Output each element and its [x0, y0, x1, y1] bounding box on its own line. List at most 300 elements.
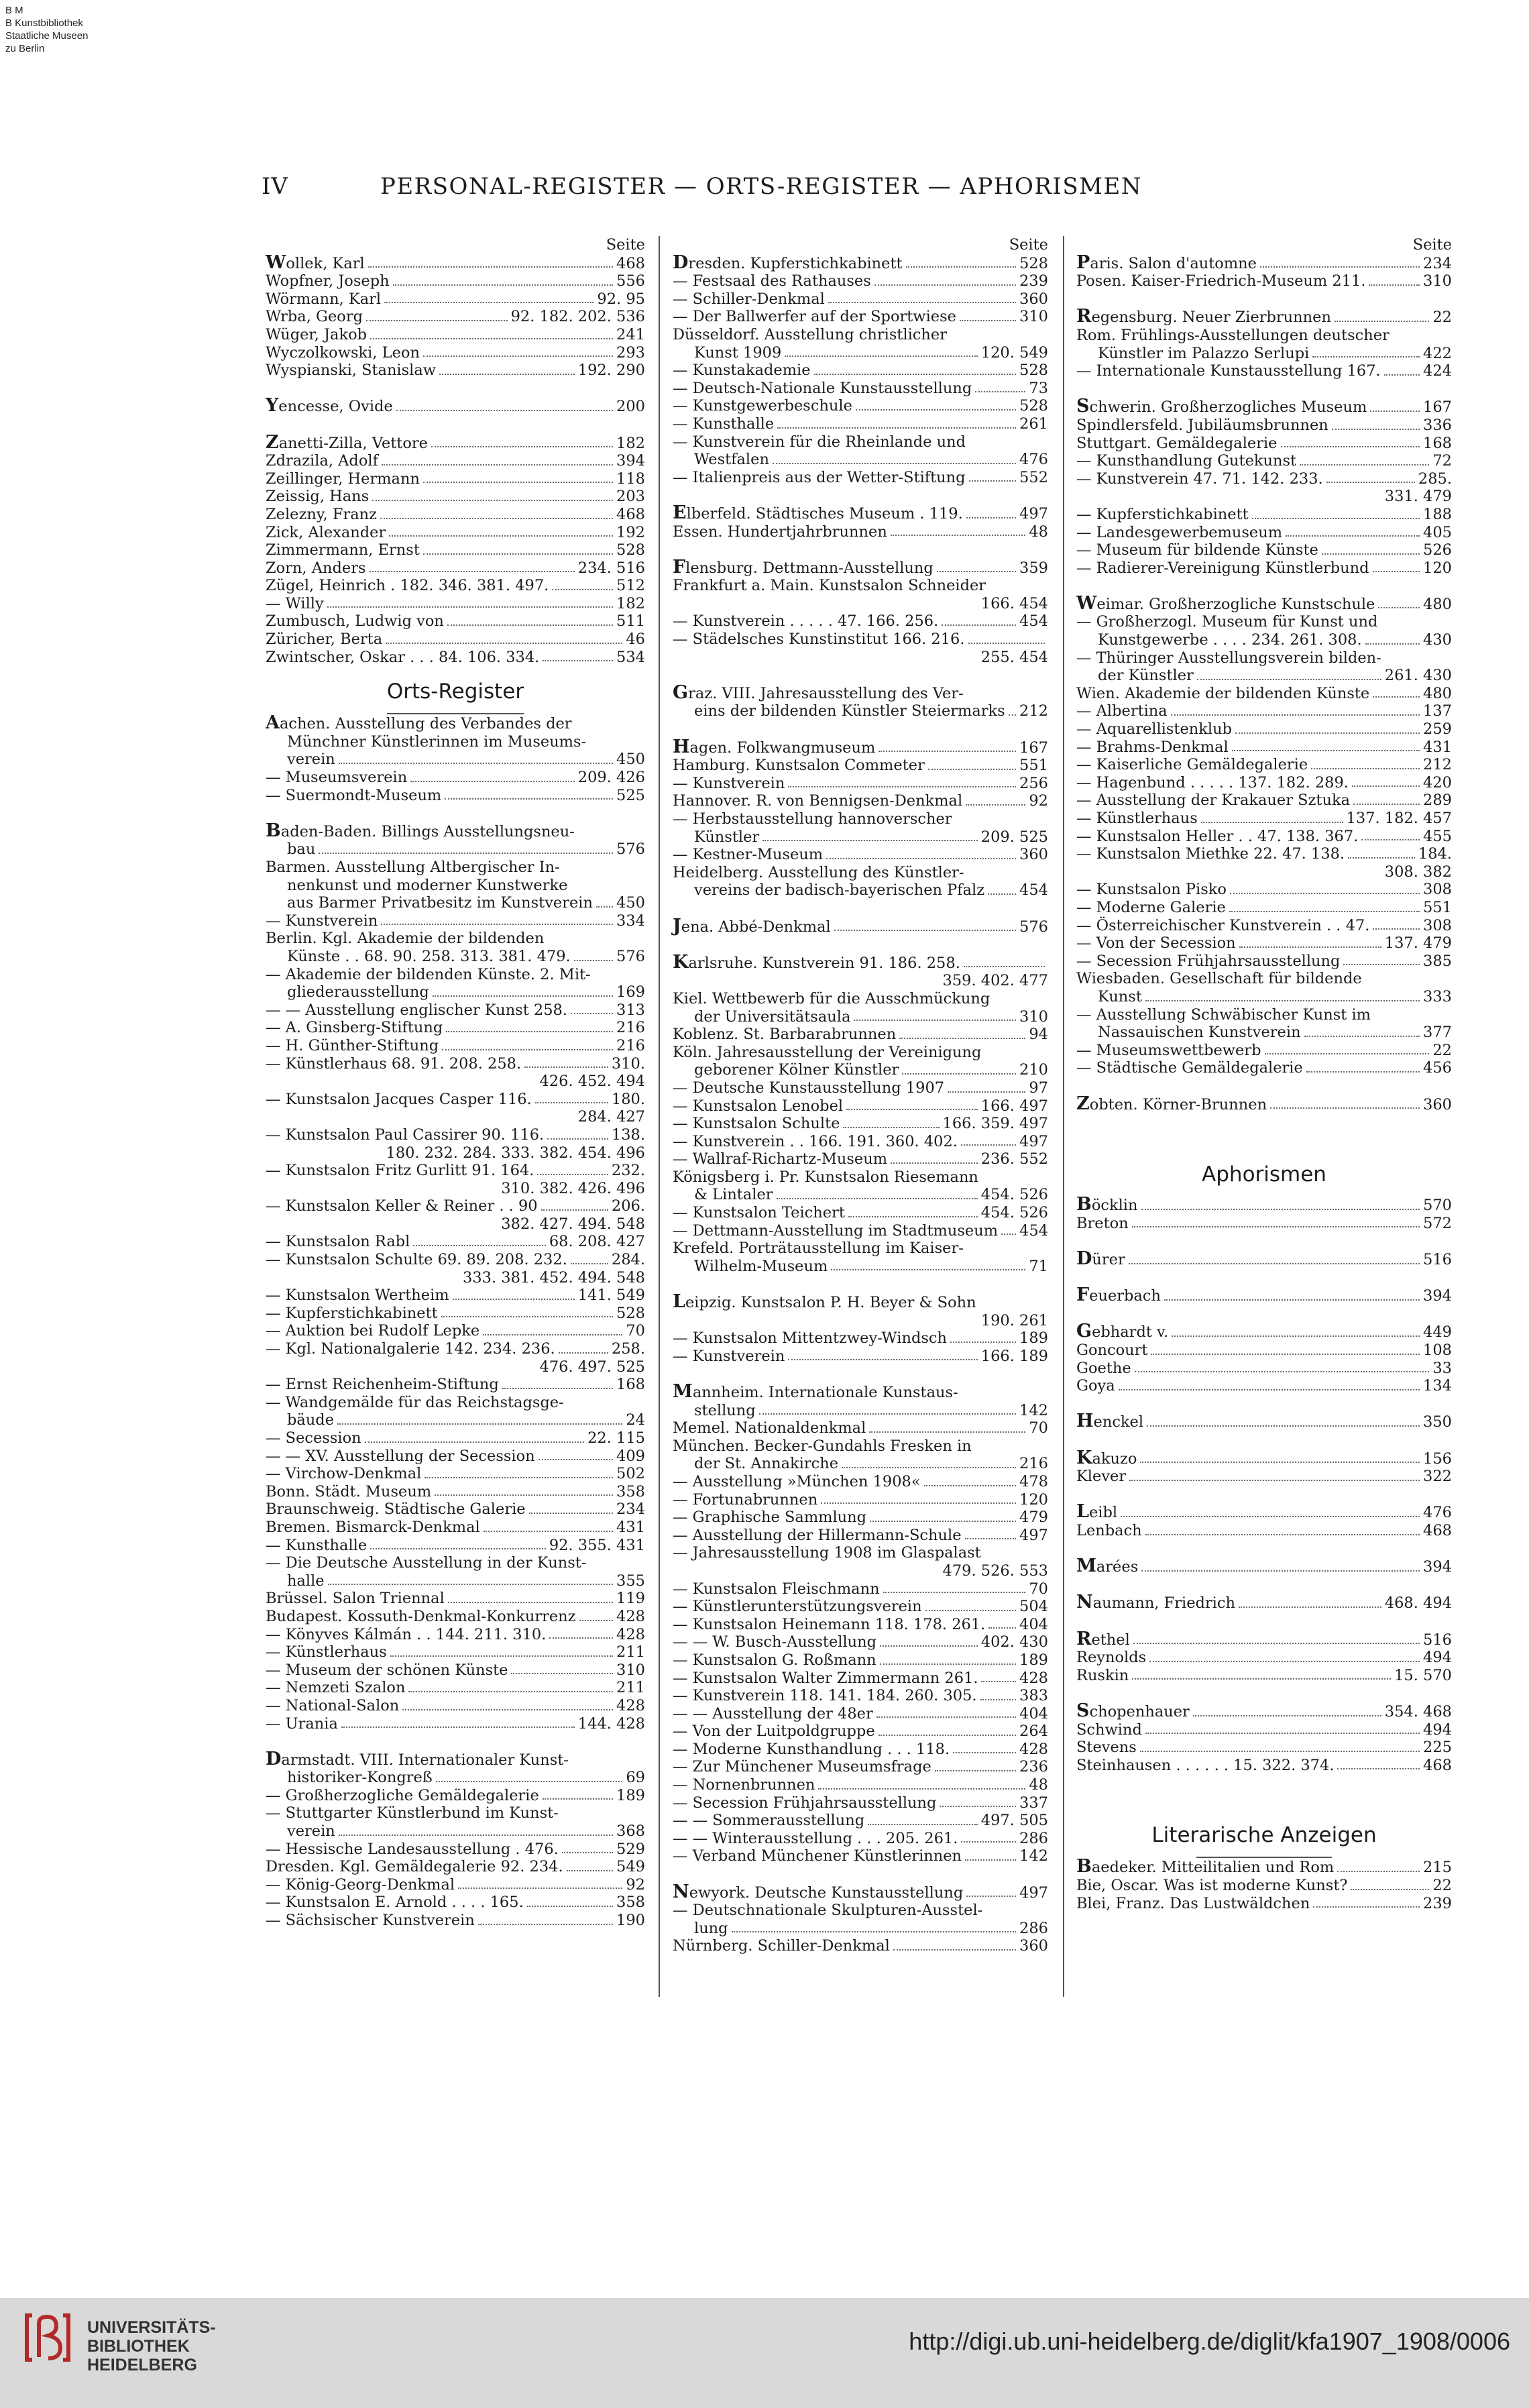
- section-heading: Literarische Anzeigen: [1151, 1823, 1377, 1848]
- initial-letter: Z: [1076, 1093, 1090, 1114]
- page-ref: 424: [1423, 362, 1452, 380]
- dot-leader: [571, 1263, 608, 1264]
- index-entry: [673, 846, 1048, 864]
- dot-leader: [1335, 321, 1429, 322]
- index-entry: [266, 1894, 645, 1912]
- index-entry: [673, 951, 1048, 973]
- entry-name: Kunstgewerbe . . . . 234. 261. 308.: [1098, 631, 1362, 649]
- spacer: [1076, 1486, 1452, 1504]
- entry-name: Elberfeld. Städtisches Museum . 119.: [673, 502, 963, 523]
- dot-leader: [1370, 411, 1420, 412]
- dot-leader: [788, 1359, 977, 1360]
- index-entry: [673, 702, 1048, 720]
- entry-name: Künstler im Palazzo Serlupi: [1098, 344, 1310, 362]
- entry-name: Zanetti-Zilla, Vettore: [266, 431, 428, 453]
- entry-name: Künstler: [694, 828, 760, 846]
- index-entry: [1076, 1342, 1452, 1360]
- index-entry: [266, 559, 645, 578]
- index-entry: [266, 326, 645, 344]
- dot-leader: [821, 1502, 1016, 1504]
- page-ref: 48: [1029, 523, 1048, 541]
- page-ref: 69: [626, 1769, 645, 1787]
- dot-leader: [759, 1413, 1016, 1415]
- page-ref: 166. 359. 497: [942, 1115, 1048, 1133]
- entry-name: Wyczolkowski, Leon: [266, 343, 420, 362]
- entry-name: — Secession: [266, 1429, 361, 1447]
- page-header: [262, 173, 1261, 207]
- index-entry: [266, 431, 645, 453]
- dot-leader: [339, 763, 613, 764]
- dot-leader: [1140, 1751, 1420, 1752]
- dot-leader: [483, 1334, 622, 1335]
- entry-name: — Deutsch-Nationale Kunstausstellung: [673, 379, 972, 397]
- page-ref: 137: [1423, 702, 1452, 720]
- index-line: Düsseldorf. Ausstellung christlicher: [673, 325, 947, 343]
- index-line: nenkunst und moderner Kunstwerke: [287, 876, 568, 894]
- page-ref: 94: [1029, 1026, 1048, 1044]
- entry-name: Weimar. Großherzogliche Kunstschule: [1076, 592, 1375, 614]
- entry-name: — Kunsthandlung Gutekunst: [1076, 452, 1297, 470]
- index-line: Münchner Künstlerinnen im Museums-: [287, 732, 587, 751]
- page-ref: 97: [1029, 1079, 1048, 1097]
- index-entry: [673, 775, 1048, 793]
- spacer: [1076, 1132, 1452, 1150]
- index-entry: [673, 738, 1048, 757]
- entry-name: der Universitätsaula: [694, 1007, 851, 1026]
- page-ref: 450: [616, 894, 645, 912]
- page-ref: 72: [1432, 452, 1452, 470]
- entry-name: Nassauischen Kunstverein: [1098, 1024, 1301, 1042]
- index-entry: [266, 1447, 645, 1466]
- page-ref: 141. 549: [577, 1287, 645, 1305]
- page-ref: 232.: [611, 1162, 645, 1180]
- entry-name: — Ausstellung der Hillermann-Schule: [673, 1526, 962, 1544]
- dot-leader: [413, 1245, 546, 1246]
- spacer: [673, 936, 1048, 954]
- dot-leader: [389, 535, 613, 537]
- stamp-line: B M: [5, 5, 23, 16]
- page-ref: 188: [1423, 505, 1452, 523]
- page-ref: 511: [616, 612, 645, 631]
- dot-leader: [524, 1066, 608, 1068]
- index-entry: [1076, 1059, 1452, 1077]
- initial-letter: R: [1076, 1628, 1092, 1649]
- entry-name: — Verband Münchener Künstlerinnen: [673, 1847, 962, 1865]
- index-entry: [1076, 702, 1452, 720]
- page-ref: 138.: [611, 1126, 645, 1144]
- dot-leader: [879, 751, 1016, 752]
- dot-leader: [868, 1824, 978, 1825]
- entry-name: — Kunstsalon Fritz Gurlitt 91. 164.: [266, 1162, 534, 1180]
- page-ref: 120: [1019, 1490, 1048, 1509]
- index-continuation: 479. 526. 553: [942, 1562, 1048, 1580]
- entry-name: Jena. Abbé-Denkmal: [673, 915, 831, 936]
- index-entry: [266, 787, 645, 805]
- page-ref: 534: [616, 648, 645, 666]
- spacer: [1076, 380, 1452, 398]
- page-ref: 456: [1423, 1059, 1452, 1077]
- index-entry: [266, 362, 645, 380]
- spacer: [673, 1365, 1048, 1383]
- entry-name: — Kunstverein: [673, 1347, 785, 1365]
- dot-leader: [814, 374, 1016, 375]
- index-entry: [673, 828, 1048, 846]
- page-ref: 24: [626, 1411, 645, 1429]
- initial-letter: N: [673, 1881, 689, 1902]
- initial-letter: H: [1076, 1411, 1094, 1432]
- dot-leader: [891, 1162, 978, 1164]
- entry-name: Künste . . 68. 90. 258. 313. 381. 479.: [287, 947, 571, 965]
- entry-name: — Kunstsalon Pisko: [1076, 881, 1227, 899]
- index-entry: [1076, 1377, 1452, 1395]
- dot-leader: [571, 1013, 613, 1014]
- entry-name: — Kunstverein . . . . . 47. 166. 256.: [673, 612, 939, 631]
- index-continuation: 426. 452. 494: [539, 1073, 645, 1091]
- index-entry: [266, 1055, 645, 1073]
- dot-leader: [961, 1144, 1016, 1146]
- dot-leader: [431, 446, 613, 447]
- initial-letter: B: [1076, 1194, 1092, 1215]
- index-entry: [266, 1643, 645, 1661]
- spacer: [1076, 1113, 1452, 1132]
- dot-leader: [1193, 1715, 1381, 1716]
- page-ref: 182: [616, 434, 645, 452]
- dot-leader: [834, 930, 1016, 931]
- dot-leader: [1265, 1053, 1430, 1054]
- index-entry: [1076, 1858, 1452, 1877]
- page-ref: 308: [1423, 916, 1452, 934]
- entry-name: — Städtische Gemäldegalerie: [1076, 1059, 1303, 1077]
- dot-leader: [880, 1663, 1016, 1665]
- dot-leader: [410, 781, 575, 782]
- entry-name: Newyork. Deutsche Kunstausstellung: [673, 1881, 964, 1902]
- dot-leader: [940, 1806, 1016, 1807]
- page-number: IV: [262, 173, 288, 200]
- index-entry: [266, 1162, 645, 1180]
- column-divider: [659, 236, 660, 1997]
- dot-leader: [880, 1645, 978, 1647]
- index-entry: [673, 1008, 1048, 1026]
- index-entry: [673, 1758, 1048, 1776]
- index-entry: [673, 1920, 1048, 1938]
- index-entry: [673, 469, 1048, 487]
- dot-leader: [390, 1655, 613, 1657]
- spacer: [1076, 577, 1452, 595]
- page-ref: 322: [1423, 1468, 1452, 1486]
- column-divider: [1063, 236, 1064, 1997]
- index-line: Rom. Frühlings-Ausstellungen deutscher: [1076, 326, 1390, 344]
- entry-name: Wyspianski, Stanislaw: [266, 362, 437, 380]
- index-entry: [1076, 738, 1452, 757]
- page-ref: 504: [1019, 1598, 1048, 1616]
- index-line: — Jahresausstellung 1908 im Glaspalast: [673, 1544, 981, 1562]
- page-ref: 182: [616, 594, 645, 612]
- index-entry: [673, 1419, 1048, 1437]
- page-ref: 70: [1029, 1419, 1048, 1437]
- page-ref: 225: [1423, 1739, 1452, 1757]
- dot-leader: [1133, 1643, 1420, 1644]
- entry-name: — Kunstsalon Rabl: [266, 1233, 410, 1251]
- index-line: Köln. Jahresausstellung der Vereinigung: [673, 1043, 982, 1061]
- page-ref: 494: [1423, 1720, 1452, 1739]
- page-ref: 286: [1019, 1829, 1048, 1847]
- page-ref: 512: [616, 577, 645, 595]
- entry-name: Budapest. Kossuth-Denkmal-Konkurrenz: [266, 1607, 576, 1625]
- page-ref: 549: [616, 1858, 645, 1876]
- index-line: Leipzig. Kunstsalon P. H. Beyer & Sohn: [673, 1291, 976, 1313]
- seite-label: Seite: [1009, 236, 1048, 254]
- dot-leader: [1384, 374, 1420, 376]
- index-entry: [1076, 917, 1452, 935]
- page-ref: 552: [1019, 468, 1048, 486]
- page-ref: 422: [1423, 344, 1452, 362]
- section-heading: Aphorismen: [1202, 1162, 1326, 1187]
- page-ref: 189: [1019, 1329, 1048, 1348]
- initial-letter: B: [1076, 1856, 1092, 1877]
- dot-leader: [341, 1727, 575, 1728]
- dot-leader: [547, 1138, 608, 1140]
- index-entry: [673, 344, 1048, 362]
- index-entry: [1076, 720, 1452, 738]
- index-entry: [266, 1822, 645, 1841]
- entry-name: — Urania: [266, 1714, 338, 1733]
- page-ref: 212: [1423, 756, 1452, 774]
- digital-copy-link[interactable]: http://digi.ub.uni-heidelberg.de/diglit/kfa1907_1908/0006: [909, 2328, 1510, 2355]
- entry-name: Flensburg. Dettmann-Ausstellung: [673, 556, 933, 578]
- page-ref: 468: [1423, 1756, 1452, 1774]
- page-ref: 468: [616, 505, 645, 523]
- entry-name: Koblenz. St. Barbarabrunnen: [673, 1026, 897, 1044]
- spacer: [673, 720, 1048, 738]
- dot-leader: [891, 535, 1026, 536]
- entry-name: — Willy: [266, 594, 324, 612]
- index-entry: [266, 1251, 645, 1269]
- entry-name: historiker-Kongreß: [287, 1769, 433, 1787]
- page-ref: 33: [1432, 1359, 1452, 1377]
- index-entry: [1076, 952, 1452, 971]
- dot-leader: [1361, 839, 1420, 840]
- entry-name: — Landesgewerbemuseum: [1076, 523, 1283, 541]
- dot-leader: [1373, 571, 1420, 572]
- entry-name: — Hessische Landesausstellung . 476.: [266, 1840, 559, 1858]
- index-continuation: 308. 382: [1384, 863, 1452, 881]
- page-ref: 189: [1019, 1651, 1048, 1669]
- university-library-name: [87, 2318, 216, 2374]
- index-entry: [266, 1411, 645, 1429]
- entry-name: — Städelsches Kunstinstitut 166. 216.: [673, 631, 965, 649]
- index-entries: [1076, 254, 1452, 1913]
- entry-name: — Künstlerhaus: [1076, 810, 1198, 827]
- index-entry: [266, 1465, 645, 1483]
- dot-leader: [396, 410, 613, 411]
- dot-leader: [1373, 696, 1420, 698]
- index-entry: [266, 524, 645, 542]
- page-ref: 494: [1423, 1649, 1452, 1667]
- index-entry: [1076, 559, 1452, 578]
- index-entry: [266, 983, 645, 1001]
- dot-leader: [370, 571, 575, 572]
- entry-name: Henckel: [1076, 1411, 1144, 1432]
- page-ref: 525: [616, 786, 645, 804]
- entry-name: gliederausstellung: [287, 983, 429, 1001]
- index-entry: [673, 792, 1048, 810]
- index-entry: [673, 523, 1048, 541]
- spacer: [1076, 1792, 1452, 1810]
- dot-leader: [1281, 446, 1420, 447]
- index-entry: [673, 397, 1048, 415]
- dot-leader: [961, 1841, 1016, 1843]
- spacer: [1076, 1576, 1452, 1594]
- entry-name: Spindlersfeld. Jubiläumsbrunnen: [1076, 416, 1328, 434]
- index-line: — Herbstausstellung hannoverscher: [673, 810, 952, 828]
- index-entry: [673, 1580, 1048, 1598]
- dot-leader: [527, 1906, 613, 1907]
- index-entry: [673, 290, 1048, 309]
- page-ref: 354. 468: [1384, 1702, 1452, 1720]
- entry-name: Reynolds: [1076, 1649, 1147, 1667]
- index-entry: [673, 415, 1048, 433]
- entry-name: bäude: [287, 1411, 335, 1429]
- university-library-logo-icon: [19, 2309, 76, 2366]
- spacer: [673, 1865, 1048, 1883]
- page-ref: 576: [616, 947, 645, 965]
- index-entry: [1076, 592, 1452, 614]
- index-entry: [1076, 1449, 1452, 1468]
- entry-name: verein: [287, 1822, 335, 1841]
- entry-name: — Italienpreis aus der Wetter-Stiftung: [673, 468, 966, 486]
- page-ref: 166. 497: [980, 1097, 1048, 1115]
- index-entry: [266, 1429, 645, 1447]
- page-ref: 454. 526: [980, 1186, 1048, 1204]
- page-ref: 350: [1423, 1413, 1452, 1431]
- spacer: [673, 541, 1048, 559]
- initial-letter: G: [1076, 1321, 1092, 1342]
- index-entry: [266, 1500, 645, 1519]
- index-column-left: [266, 236, 645, 1930]
- page-ref: 394: [1423, 1287, 1452, 1305]
- index-entry: [673, 1133, 1048, 1151]
- index-entry: [1076, 1895, 1452, 1913]
- page-ref: 190: [616, 1912, 645, 1930]
- page-ref: 450: [616, 751, 645, 769]
- index-line: München. Becker-Gundahls Fresken in: [673, 1437, 972, 1455]
- dot-leader: [883, 1592, 1026, 1593]
- page-ref: 184.: [1418, 845, 1452, 863]
- entry-name: — Kunstverein: [266, 912, 378, 930]
- index-entry: [673, 1150, 1048, 1168]
- index-entry: [1076, 1095, 1452, 1114]
- entry-name: Wrba, Georg: [266, 308, 363, 326]
- entry-name: Bie, Oscar. Was ist moderne Kunst?: [1076, 1877, 1348, 1895]
- dot-leader: [458, 1887, 622, 1889]
- page-ref: 428: [1019, 1740, 1048, 1758]
- dot-leader: [1229, 911, 1420, 912]
- index-entry: [266, 272, 645, 290]
- index-entry: [673, 1097, 1048, 1115]
- index-entry: [673, 1776, 1048, 1794]
- dot-leader: [436, 1781, 623, 1782]
- entry-name: — Moderne Kunsthandlung . . . 118.: [673, 1740, 950, 1758]
- dot-leader: [893, 1949, 1016, 1951]
- page-ref: 120. 549: [980, 343, 1048, 362]
- dot-leader: [848, 1216, 978, 1217]
- index-entry: [266, 631, 645, 649]
- dot-leader: [870, 1521, 1016, 1522]
- page-ref: 22: [1432, 1041, 1452, 1059]
- entry-name: — Dettmann-Ausstellung im Stadtmuseum: [673, 1221, 999, 1240]
- page-ref: 200: [616, 398, 645, 416]
- page-ref: 394: [616, 452, 645, 470]
- entry-name: — Kunstsalon Lenobel: [673, 1097, 844, 1115]
- index-entry: [673, 1061, 1048, 1079]
- dot-leader: [543, 660, 613, 661]
- page-ref: 180.: [611, 1090, 645, 1108]
- dot-leader: [1332, 429, 1420, 430]
- entry-name: Goethe: [1076, 1359, 1131, 1377]
- entry-name: — Secession Frühjahrsausstellung: [673, 1794, 937, 1812]
- dot-leader: [1147, 1425, 1420, 1427]
- index-line: Frankfurt a. Main. Kunstsalon Schneider: [673, 577, 986, 595]
- entry-name: — — Ausstellung englischer Kunst 258.: [266, 1001, 568, 1019]
- page-ref: 313: [616, 1001, 645, 1019]
- entry-name: — Museumswettbewerb: [1076, 1041, 1261, 1059]
- seite-label: Seite: [606, 236, 645, 254]
- entry-name: — Kunstakademie: [673, 362, 811, 380]
- entry-name: geborener Kölner Künstler: [694, 1061, 899, 1079]
- dot-leader: [539, 1459, 613, 1460]
- page-ref: 310: [1019, 1007, 1048, 1026]
- page-ref: 73: [1029, 379, 1048, 397]
- index-line: Graz. VIII. Jahresausstellung des Ver-: [673, 681, 964, 703]
- index-entry: [1076, 506, 1452, 524]
- page-ref: 48: [1029, 1776, 1048, 1794]
- entry-name: vereins der badisch-bayerischen Pfalz: [694, 881, 985, 899]
- initial-letter: Z: [266, 431, 279, 453]
- index-entry: [266, 1519, 645, 1537]
- entry-name: — Kunstsalon Paul Cassirer 90. 116.: [266, 1126, 545, 1144]
- page-ref: 431: [1423, 738, 1452, 756]
- dot-leader: [1312, 356, 1420, 358]
- page-ref: 259: [1423, 720, 1452, 738]
- dot-leader: [402, 1709, 613, 1710]
- dot-leader: [942, 624, 1016, 626]
- page-ref: 189: [616, 1786, 645, 1804]
- page-ref: 236. 552: [980, 1150, 1048, 1168]
- dot-leader: [1145, 1000, 1420, 1001]
- dot-leader: [928, 769, 1016, 770]
- index-entry: [673, 1509, 1048, 1527]
- dot-leader: [788, 786, 1016, 787]
- entry-name: — Kunstsalon Mittentzwey-Windsch: [673, 1329, 948, 1348]
- index-entry: [673, 1616, 1048, 1634]
- entry-name: Gebhardt v.: [1076, 1321, 1169, 1342]
- index-entry: [1076, 899, 1452, 917]
- dot-leader: [1140, 1462, 1420, 1463]
- index-entry: [1076, 362, 1452, 380]
- entry-name: lung: [694, 1919, 728, 1937]
- entry-name: Paris. Salon d'automne: [1076, 252, 1257, 273]
- index-entry: [1076, 1628, 1452, 1649]
- entry-name: verein: [287, 751, 335, 769]
- entry-name: Westfalen: [694, 451, 769, 469]
- page-ref: 144. 428: [577, 1714, 645, 1733]
- dot-leader: [773, 463, 1016, 464]
- dot-leader: [1201, 822, 1343, 823]
- entry-name: — Kunstsalon Schulte 69. 89. 208. 232.: [266, 1251, 567, 1269]
- dot-leader: [567, 1870, 613, 1871]
- entry-name: Bremen. Bismarck-Denkmal: [266, 1518, 480, 1536]
- index-column-right: [1076, 236, 1452, 1912]
